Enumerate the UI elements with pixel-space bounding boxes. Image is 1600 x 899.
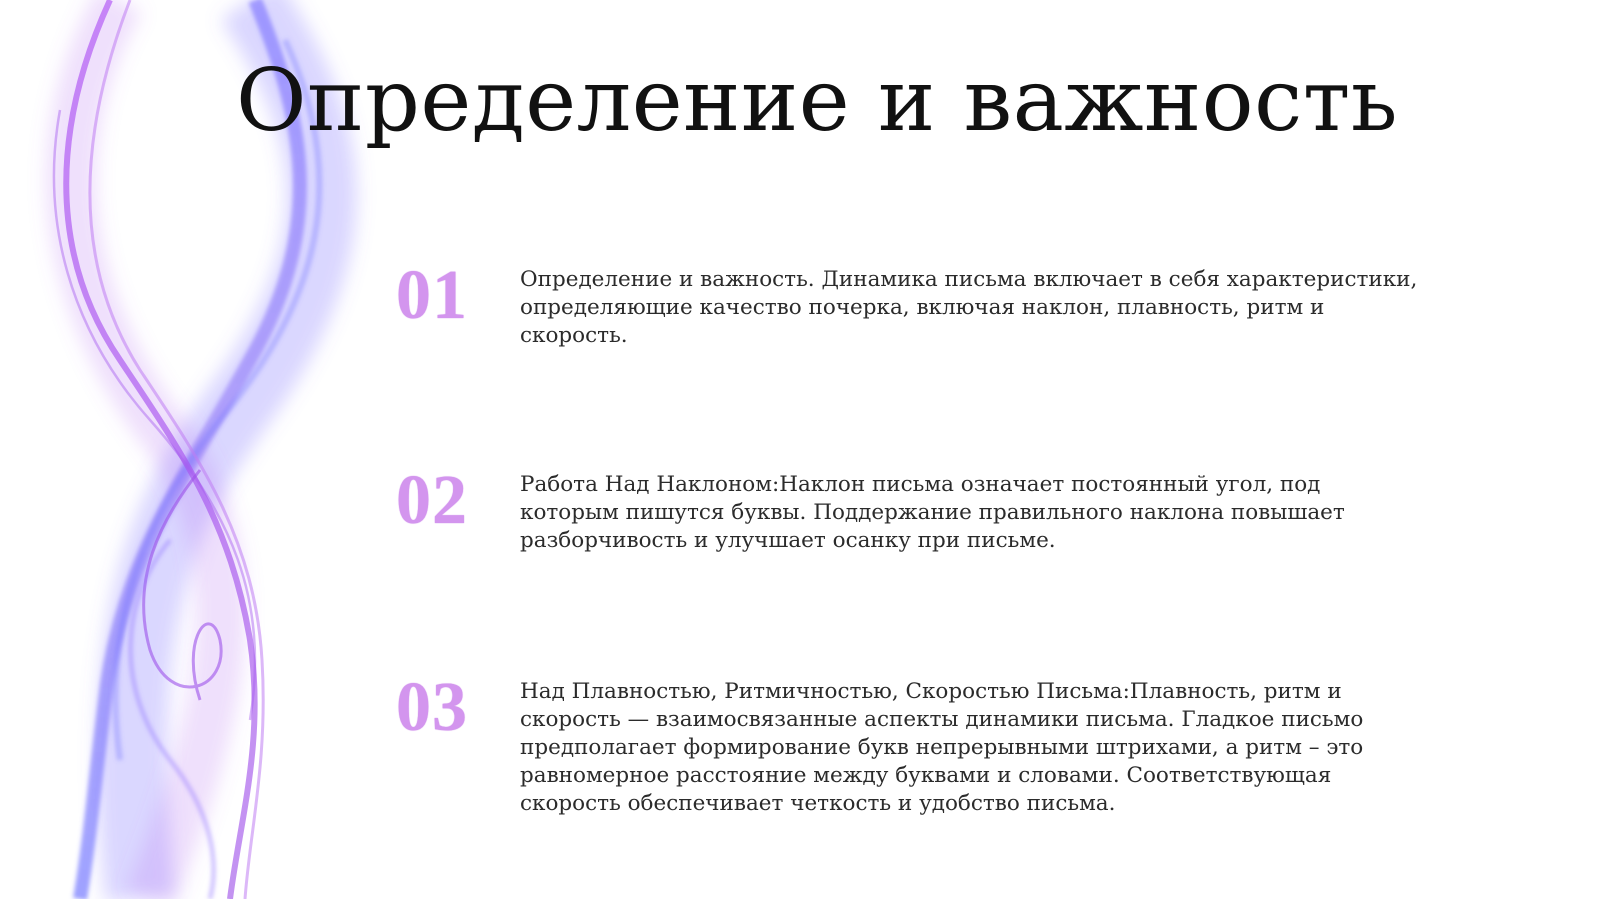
item-text: Работа Над Наклоном:Наклон письма означает постоянный угол, под которым пишутся буквы. Поддержание правильного наклона повышает разборчивость и улучшает осанку при письме.: [520, 472, 1345, 553]
item-text: Над Плавностью, Ритмичностью, Скоростью Письма:Плавность, ритм и скорость — взаимосвязанные аспекты динамики письма. Гладкое письмо предполагает формирование букв непрерывными штрихами, а ритм – это равномерное расстояние между буквами и словами. Соответствующая скорость обеспечивает четкость и удобство письма.: [520, 679, 1364, 816]
list-item-01: [396, 257, 1426, 436]
item-number: 02: [396, 462, 468, 539]
slide-title: Определение и важность: [236, 51, 1399, 151]
list-item-02: [396, 462, 1426, 641]
item-number: 03: [396, 669, 468, 746]
item-text: Определение и важность. Динамика письма включает в себя характеристики, определяющие качество почерка, включая наклон, плавность, ритм и скорость.: [520, 267, 1418, 348]
item-number: 01: [396, 257, 468, 334]
list-item-03: [396, 669, 1426, 848]
